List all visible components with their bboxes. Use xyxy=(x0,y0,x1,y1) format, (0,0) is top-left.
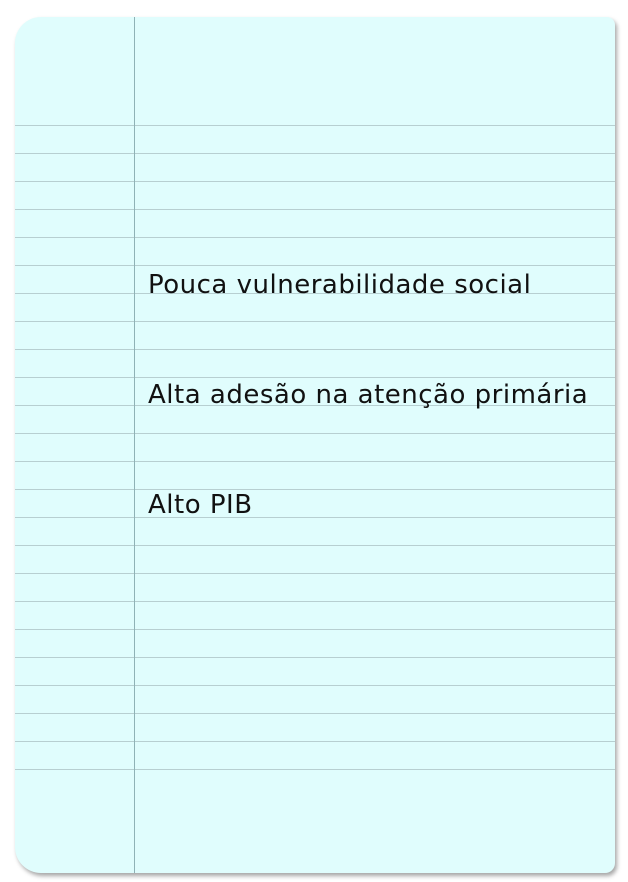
note-line-2: Alta adesão na atenção primária xyxy=(148,380,589,410)
ruled-line xyxy=(15,769,615,770)
ruled-line xyxy=(15,685,615,686)
ruled-line xyxy=(15,237,615,238)
ruled-line xyxy=(15,153,615,154)
ruled-line xyxy=(15,181,615,182)
ruled-line xyxy=(15,741,615,742)
ruled-line xyxy=(15,265,615,266)
ruled-line xyxy=(15,349,615,350)
ruled-line xyxy=(15,489,615,490)
ruled-line xyxy=(15,377,615,378)
ruled-line xyxy=(15,545,615,546)
ruled-line xyxy=(15,461,615,462)
ruled-line xyxy=(15,517,615,518)
note-line-3: Alto PIB xyxy=(148,490,253,520)
ruled-line xyxy=(15,433,615,434)
ruled-line xyxy=(15,601,615,602)
ruled-line xyxy=(15,125,615,126)
notebook-page xyxy=(15,17,615,873)
ruled-line xyxy=(15,657,615,658)
note-line-1: Pouca vulnerabilidade social xyxy=(148,270,532,300)
ruled-line xyxy=(15,321,615,322)
ruled-line xyxy=(15,713,615,714)
ruled-line xyxy=(15,209,615,210)
ruled-line xyxy=(15,629,615,630)
ruled-line xyxy=(15,573,615,574)
margin-line xyxy=(134,17,135,873)
